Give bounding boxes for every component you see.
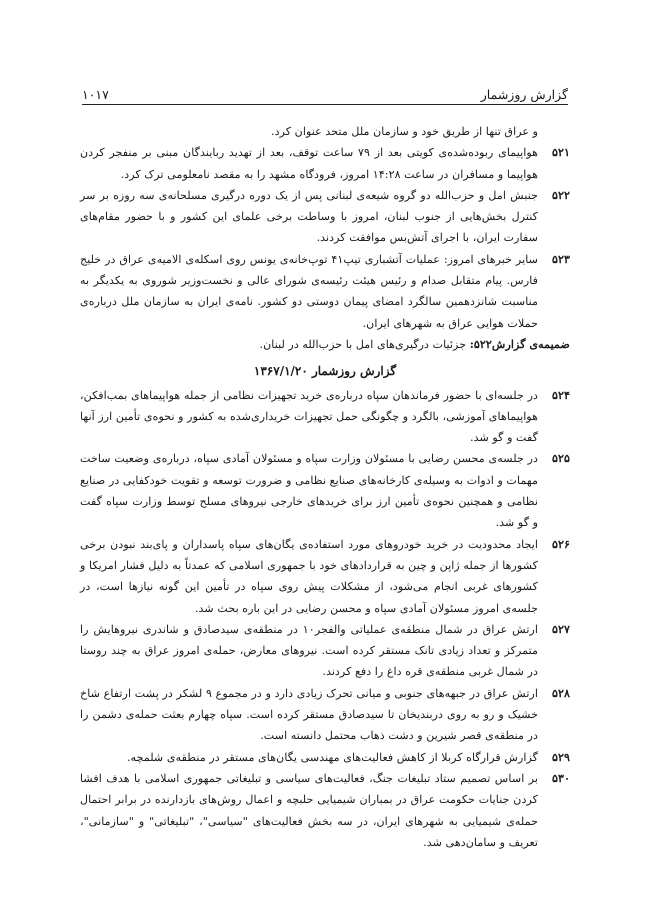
entry-text: ایجاد محدودیت در خرید خودروهای مورد استفاده‌ی یگان‌های سپاه پاسداران و پای‌بند نبودن برخی کشورها از جمله ژاپن و چین به قراردادهای خود با جمهوری اسلامی که عمدتاً به دلیل فشار امریکا و کشورهای غربی انجام می‌شود، از مشکلات پیش روی سپاه در تأمین این گونه نیازها است، در جلسه‌ی امروز مسئولان آمادی سپاه و محسن رضایی در این باره بحث شد.: [80, 537, 538, 615]
entry-530: [80, 768, 570, 853]
entry-528: [80, 683, 570, 747]
entry-text: بر اساس تصمیم ستاد تبلیغات جنگ، فعالیت‌های سیاسی و تبلیغاتی جمهوری اسلامی با هدف افشا کردن جنایات حکومت عراق در بمباران شیمیایی حلبچه و اعمال روش‌های بازدارنده در برابر احتمال حمله‌ی شیمیایی به شهرهای ایران، در سه بخش فعالیت‌های "سیاسی"، "تبلیغاتی" و "سازمانی"، تعریف و سامان‌دهی شد.: [80, 771, 538, 849]
header-divider: [82, 104, 568, 105]
entry-number: ۵۲۵: [551, 451, 570, 466]
entry-text: گزارش قرارگاه کربلا از کاهش فعالیت‌های مهندسی یگان‌های مستقر در منطقه‌ی شلمچه.: [126, 750, 538, 764]
entry-number: ۵۲۱: [551, 145, 570, 160]
entry-number: ۵۲۹: [551, 749, 570, 764]
entry-521: [80, 142, 570, 185]
entry-number: ۵۲۳: [551, 251, 570, 266]
continuation-line: و عراق تنها از طریق خود و سازمان ملل متحد عنوان کرد.: [271, 125, 538, 138]
entry-525: [80, 448, 570, 533]
entry-text: ارتش عراق در جبهه‌های جنوبی و میانی تحرک زیادی دارد و در مجموع ۹ لشکر در پشت ارتفاع شاخ خشیک و رو به روی دربندیخان تا سیدصادق مستقر کرده است. سپاه چهارم بعثت حمله‌ی دشمن را در منطقه‌ی قصر شیرین و دشت ذهاب محتمل دانسته است.: [80, 686, 538, 743]
section-title: گزارش روزشمار ۱۳۶۷/۱/۲۰: [253, 364, 397, 379]
page-number: ۱۰۱۷: [82, 87, 109, 102]
page-header: [82, 80, 568, 102]
appendix-label: ضمیمه‌ی گزارش۵۲۲:: [469, 336, 570, 351]
entry-526: [80, 534, 570, 619]
appendix-note: [80, 334, 570, 355]
entry-number: ۵۲۴: [551, 387, 570, 402]
entry-527: [80, 619, 570, 683]
entry-number: ۵۲۲: [551, 187, 570, 202]
entry-text: جنبش امل و حزب‌الله دو گروه شیعه‌ی لبنانی پس از یک دوره درگیری مسلحانه‌ی سه روزه بر سر کنترل بخش‌هایی از جنوب لبنان، امروز با وساطت برخی علمای این کشور و با حضور مقام‌های سفارت ایران، با اجرای آتش‌بس موافقت کردند.: [80, 188, 538, 245]
appendix-text: جزئیات درگیری‌های امل با حزب‌الله در لبنان.: [259, 337, 467, 351]
entry-list-bottom: [80, 385, 570, 854]
entry-list-top: [80, 142, 570, 334]
entry-text: ارتش عراق در شمال منطقه‌ی عملیاتی والفجر۱۰ در منطقه‌ی سیدصادق و شاندری نیروهایش را متمرکز و تعداد زیادی تانک مستقر کرده است. نیروهای معارض، حمله‌ی امروز عراق به چند روستا در شمال غربی منطقه‌ی قره داغ را دفع کردند.: [80, 622, 538, 679]
entry-523: [80, 249, 570, 334]
entry-number: ۵۲۷: [551, 621, 570, 636]
entry-text: سایر خبرهای امروز: عملیات آتشباری تیپ۴۱ توپ‌خانه‌ی یونس روی اسکله‌ی الامیه‌ی عراق در خلیج فارس. پیام متقابل صدام و رئیس هیئت رئیسه‌ی شورای عالی و نخست‌وزیر شوروی به یکدیگر به مناسبت شانزدهمین سالگرد امضای پیمان دوستی دو کشور. نامه‌ی ایران به سازمان ملل درباره‌ی حملات هوایی عراق به شهرهای ایران.: [80, 252, 539, 330]
entry-number: ۵۲۸: [551, 685, 570, 700]
entry-text: در جلسه‌ای با حضور فرماندهان سپاه درباره‌ی خرید تجهیزات نظامی از جمله هواپیماهای بمب‌افکن، هواپیماهای آموزشی، بالگرد و چگونگی حمل تجهیزات خریداری‌شده به کشور و نحوه‌ی تأمین ارز آنها گفت و گو شد.: [80, 388, 538, 445]
entry-text: در جلسه‌ی محسن رضایی با مسئولان وزارت سپاه و مسئولان آمادی سپاه، درباره‌ی وضعیت ساخت مهمات و ادوات به وسیله‌ی کارخانه‌های صنایع نظامی و ضرورت توسعه و تقویت خودکفایی در صنایع نظامی و همچنین نحوه‌ی تأمین ارز برای خریدهای خارجی نیروهای مسلح توسط وزارت سپاه گفت و گو شد.: [80, 452, 538, 530]
running-title: گزارش روزشمار: [480, 87, 568, 102]
entry-number: ۵۳۰: [551, 770, 570, 785]
entry-522: [80, 185, 570, 249]
entry-524: [80, 385, 570, 449]
entry-text: هواپیمای ربوده‌شده‌ی کویتی بعد از ۷۹ ساعت توقف، بعد از تهدید ربایندگان مبنی بر منفجر کردن هواپیما و مسافران در ساعت ۱۴:۲۸ امروز، فرودگاه مشهد را به مقصد نامعلومی ترک کرد.: [80, 146, 538, 181]
entry-529: [80, 747, 570, 768]
page-body: [80, 121, 570, 853]
entry-number: ۵۲۶: [551, 536, 570, 551]
